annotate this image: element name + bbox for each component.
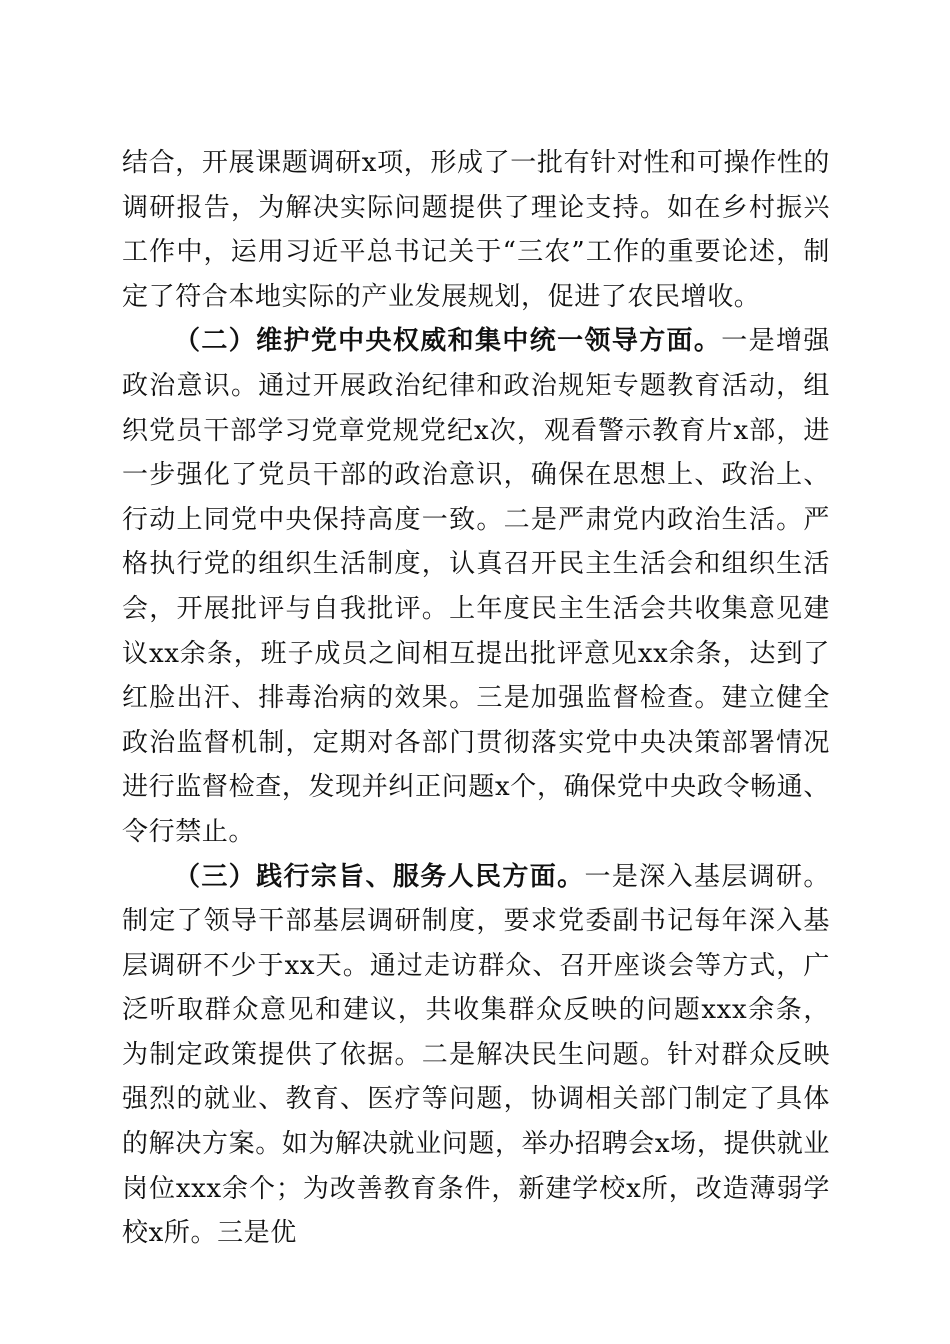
- paragraph-text: 一是深入基层调研。制定了领导干部基层调研制度，要求党委副书记每年深入基层调研不少于xx天。通过走访群众、召开座谈会等方式，广泛听取群众意见和建议，共收集群众反映的问题xxx余条，为制定政策提供了依据。二是解决民生问题。针对群众反映强烈的就业、教育、医疗等问题，协调相关部门制定了具体的解决方案。如为解决就业问题，举办招聘会x场，提供就业岗位xxx余个；为改善教育条件，新建学校x所，改造薄弱学校x所。三是优: [122, 861, 830, 1249]
- paragraph-section-2: [122, 319, 830, 854]
- paragraph-text: 一是增强政治意识。通过开展政治纪律和政治规矩专题教育活动，组织党员干部学习党章党规党纪x次，观看警示教育片x部，进一步强化了党员干部的政治意识，确保在思想上、政治上、行动上同党中央保持高度一致。二是严肃党内政治生活。严格执行党的组织生活制度，认真召开民主生活会和组织生活会，开展批评与自我批评。上年度民主生活会共收集意见建议xx余条，班子成员之间相互提出批评意见xx余条，达到了红脸出汗、排毒治病的效果。三是加强监督检查。建立健全政治监督机制，定期对各部门贯彻落实党中央决策部署情况进行监督检查，发现并纠正问题x个，确保党中央政令畅通、令行禁止。: [122, 326, 830, 847]
- paragraph-text: 结合，开展课题调研x项，形成了一批有针对性和可操作性的调研报告，为解决实际问题提供了理论支持。如在乡村振兴工作中，运用习近平总书记关于“三农”工作的重要论述，制定了符合本地实际的产业发展规划，促进了农民增收。: [122, 148, 830, 312]
- section-heading: （二）维护党中央权威和集中统一领导方面。: [174, 326, 722, 357]
- paragraph-section-3: [122, 855, 830, 1256]
- document-body: [122, 141, 830, 1256]
- section-heading: （三）践行宗旨、服务人民方面。: [174, 861, 585, 892]
- paragraph-continued: [122, 141, 830, 319]
